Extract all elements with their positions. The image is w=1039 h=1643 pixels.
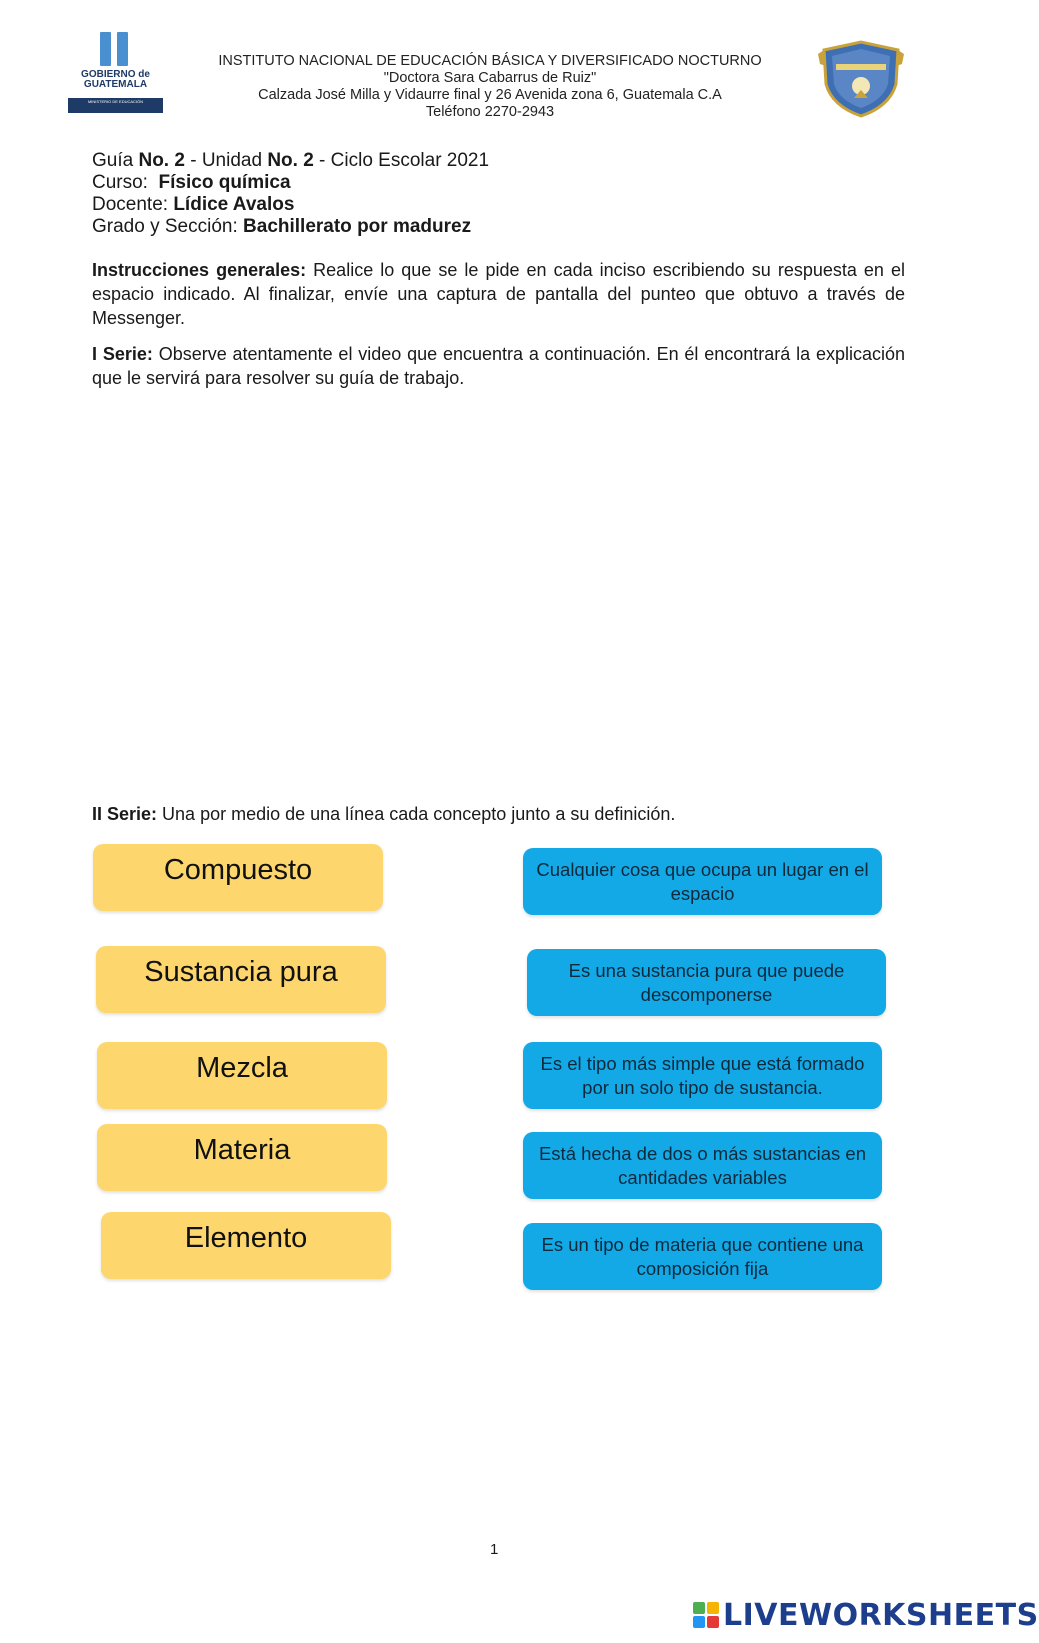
page-number: 1 — [490, 1541, 499, 1558]
guide-prefix: Guía — [92, 150, 139, 171]
definition-box-1[interactable] — [523, 848, 882, 915]
concept-box-materia[interactable] — [97, 1124, 387, 1191]
institution-subtitle: "Doctora Sara Cabarrus de Ruiz" — [383, 70, 597, 86]
general-instructions — [92, 258, 905, 330]
concept-label: Sustancia pura — [144, 956, 338, 988]
serie-1-label: I Serie: — [92, 344, 153, 364]
teacher-info-line — [92, 194, 294, 216]
grade-info-line — [92, 216, 471, 238]
institution-phone: Teléfono 2270-2943 — [425, 104, 555, 120]
liveworksheets-icon — [693, 1602, 719, 1628]
definition-box-2[interactable] — [527, 949, 886, 1016]
grade-label: Grado y Sección: — [92, 216, 238, 237]
concept-box-compuesto[interactable] — [93, 844, 383, 911]
teacher-label: Docente: — [92, 194, 169, 215]
government-logo-text: GOBIERNO de GUATEMALA — [81, 69, 150, 90]
school-year: - Ciclo Escolar 2021 — [313, 150, 490, 171]
teacher-value: Lídice Avalos — [173, 194, 295, 215]
course-label: Curso: — [92, 172, 148, 193]
liveworksheets-logo[interactable] — [693, 1598, 1039, 1632]
serie-1-instructions — [92, 342, 905, 390]
concept-label: Compuesto — [163, 854, 313, 886]
institution-name: INSTITUTO NACIONAL DE EDUCACIÓN BÁSICA Y DIVERSIFICADO NOCTURNO — [218, 53, 762, 69]
definition-text: Cualquier cosa que ocupa un lugar en el espacio — [536, 858, 869, 904]
grade-value: Bachillerato por madurez — [243, 216, 472, 237]
definition-text: Es una sustancia pura que puede descomponerse — [568, 959, 845, 1005]
guide-number: No. 2 — [138, 150, 185, 171]
unit-prefix: - Unidad — [184, 150, 268, 171]
government-logo-bars-icon — [100, 32, 132, 68]
guide-info-line — [92, 150, 489, 172]
definition-text: Es el tipo más simple que está formado por un solo tipo de sustancia. — [540, 1052, 865, 1098]
concept-box-mezcla[interactable] — [97, 1042, 387, 1109]
concept-label: Elemento — [184, 1222, 308, 1254]
concept-label: Materia — [193, 1134, 291, 1166]
definition-box-3[interactable] — [523, 1042, 882, 1109]
definition-box-5[interactable] — [523, 1223, 882, 1290]
unit-number: No. 2 — [267, 150, 314, 171]
serie-2-instructions — [92, 802, 905, 826]
serie-1-text: Observe atentamente el video que encuentra a continuación. En él encontrará la explicación que le servirá para resolver su guía de trabajo. — [92, 344, 905, 388]
concept-box-sustancia-pura[interactable] — [96, 946, 386, 1013]
course-value: Físico química — [158, 172, 291, 193]
serie-2-text: Una por medio de una línea cada concepto junto a su definición. — [162, 804, 676, 824]
definition-text: Es un tipo de materia que contiene una composición fija — [541, 1233, 864, 1279]
instructions-text: Realice lo que se le pide en cada inciso escribiendo su respuesta en el espacio indicado. Al finalizar, envíe una captura de pantalla del punteo que obtuvo a través de Messenger. — [92, 260, 905, 328]
serie-2-label: II Serie: — [92, 804, 158, 824]
concept-box-elemento[interactable] — [101, 1212, 391, 1279]
definition-box-4[interactable] — [523, 1132, 882, 1199]
institution-header — [180, 53, 800, 121]
instructions-label: Instrucciones generales: — [92, 260, 307, 280]
government-logo-strip: MINISTERIO DE EDUCACIÓN — [68, 98, 163, 113]
institution-address: Calzada José Milla y Vidaurre final y 26 Avenida zona 6, Guatemala C.A — [258, 87, 722, 103]
liveworksheets-brand: LIVEWORKSHEETS — [723, 1597, 1039, 1633]
definition-text: Está hecha de dos o más sustancias en cantidades variables — [538, 1142, 866, 1188]
school-crest-icon — [818, 40, 904, 118]
concept-label: Mezcla — [196, 1052, 288, 1084]
course-info-line — [92, 172, 291, 194]
